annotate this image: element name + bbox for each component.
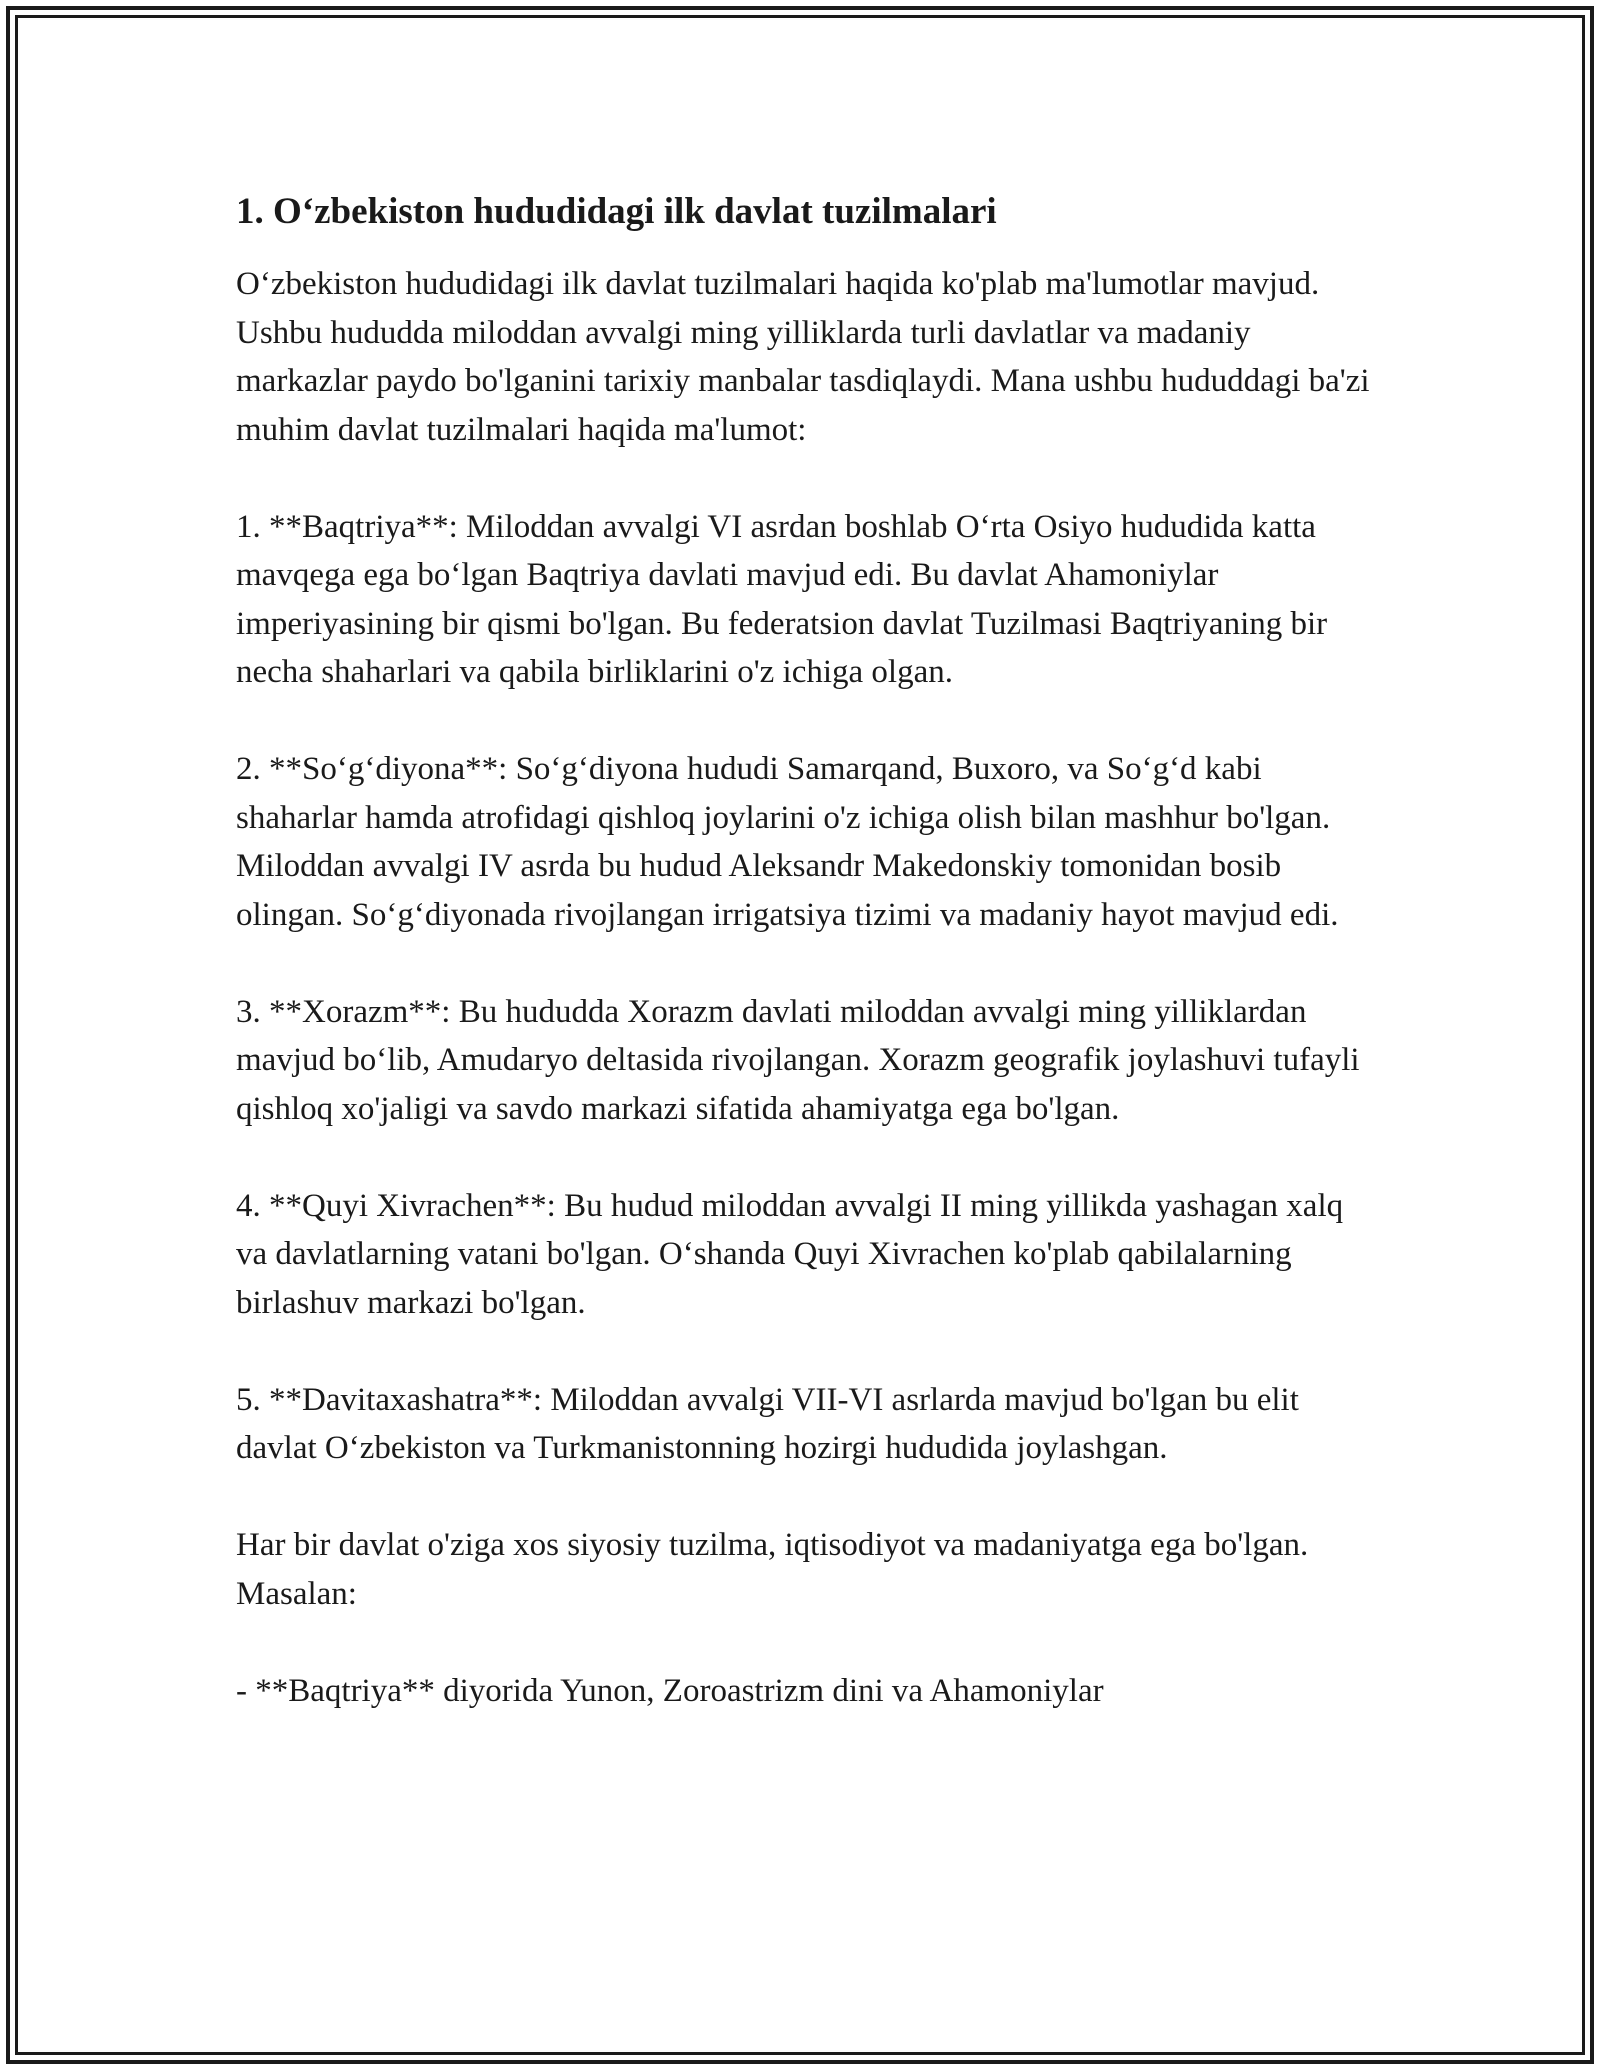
document-body xyxy=(236,188,1376,1715)
document-title: 1. Oʻzbekiston hududidagi ilk davlat tuzilmalari xyxy=(236,191,997,232)
summary-paragraph: Har bir davlat o'ziga xos siyosiy tuzilma, iqtisodiyot va madaniyatga ega bo'lgan. Masalan: xyxy=(236,1527,1309,1612)
list-item-baqtriya: 1. **Baqtriya**: Miloddan avvalgi VI asrdan boshlab Oʻrta Osiyo hududida katta mavqega ega boʻlgan Baqtriya davlati mavjud edi. Bu davlat Ahamoniylar imperiyasining bir qismi bo'lgan. Bu federatsion davlat Tuzilmasi Baqtriyaning bir necha shaharlari va qabila birliklarini o'z ichiga olgan. xyxy=(236,508,1328,690)
list-item-davitaxashatra: 5. **Davitaxashatra**: Miloddan avvalgi VII-VI asrlarda mavjud bo'lgan bu elit davlat Oʻzbekiston va Turkmanistonning hozirgi hududida joylashgan. xyxy=(236,1381,1299,1466)
list-item-sogdiyona: 2. **Soʻgʻdiyona**: Soʻgʻdiyona hududi Samarqand, Buxoro, va Soʻgʻd kabi shaharlar hamda atrofidagi qishloq joylarini o'z ichiga olish bilan mashhur bo'lgan. Miloddan avvalgi IV asrda bu hudud Aleksandr Makedonskiy tomonidan bosib olingan. Soʻgʻdiyonada rivojlangan irrigatsiya tizimi va madaniy hayot mavjud edi. xyxy=(236,751,1339,933)
bullet-item-baqtriya: - **Baqtriya** diyorida Yunon, Zoroastrizm dini va Ahamoniylar xyxy=(236,1672,1104,1709)
intro-paragraph: Oʻzbekiston hududidagi ilk davlat tuzilmalari haqida ko'plab ma'lumotlar mavjud. Ushbu hududda miloddan avvalgi ming yilliklarda turli davlatlar va madaniy markazlar paydo bo'lganini tarixiy manbalar tasdiqlaydi. Mana ushbu hududdagi ba'zi muhim davlat tuzilmalari haqida ma'lumot: xyxy=(236,266,1370,448)
list-item-xorazm: 3. **Xorazm**: Bu hududda Xorazm davlati miloddan avvalgi ming yilliklardan mavjud boʻlib, Amudaryo deltasida rivojlangan. Xorazm geografik joylashuvi tufayli qishloq xo'jaligi va savdo markazi sifatida ahamiyatga ega bo'lgan. xyxy=(236,993,1360,1127)
list-item-quyi-xivrachen: 4. **Quyi Xivrachen**: Bu hudud miloddan avvalgi II ming yillikda yashagan xalq va davlatlarning vatani bo'lgan. Oʻshanda Quyi Xivrachen ko'plab qabilalarning birlashuv markazi bo'lgan. xyxy=(236,1187,1344,1321)
